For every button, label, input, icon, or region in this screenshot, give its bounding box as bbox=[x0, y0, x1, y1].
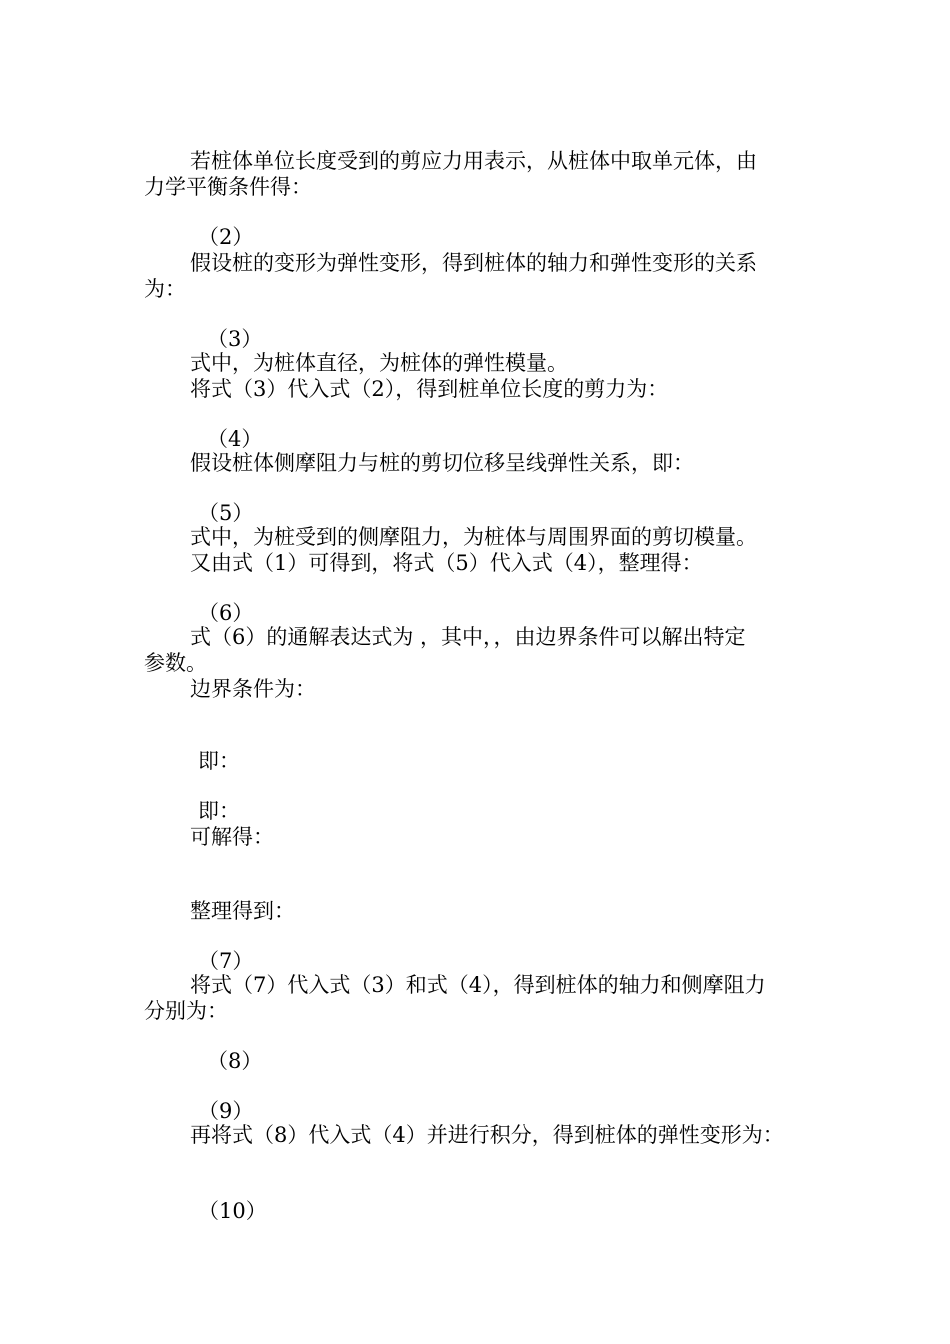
paragraph-line: 即： bbox=[198, 749, 240, 773]
paragraph-line: 将式（7）代入式（3）和式（4），得到桩体的轴力和侧摩阻力 bbox=[190, 973, 766, 997]
equation-number: （10） bbox=[198, 1199, 267, 1223]
paragraph-line: 若桩体单位长度受到的剪应力用表示，从桩体中取单元体，由 bbox=[190, 149, 757, 173]
equation-number: （8） bbox=[207, 1049, 263, 1073]
equation-number: （5） bbox=[198, 501, 254, 525]
paragraph-line: 整理得到： bbox=[190, 899, 295, 923]
paragraph-line: 再将式（8）代入式（4）并进行积分，得到桩体的弹性变形为： bbox=[190, 1123, 784, 1147]
equation-number: （3） bbox=[207, 327, 263, 351]
paragraph-line: 假设桩体侧摩阻力与桩的剪切位移呈线弹性关系，即： bbox=[190, 451, 694, 475]
equation-number: （7） bbox=[198, 949, 254, 973]
paragraph-line: 将式（3）代入式（2），得到桩单位长度的剪力为： bbox=[190, 377, 669, 401]
paragraph-line: 又由式（1）可得到，将式（5）代入式（4），整理得： bbox=[190, 551, 703, 575]
paragraph-line: 边界条件为： bbox=[190, 677, 316, 701]
paragraph-line: 分别为： bbox=[144, 999, 228, 1023]
paragraph-line: 可解得： bbox=[190, 825, 274, 849]
paragraph-line: 为： bbox=[144, 277, 186, 301]
paragraph-line: 参数。 bbox=[144, 651, 207, 675]
equation-number: （6） bbox=[198, 601, 254, 625]
paragraph-line: 式（6）的通解表达式为 ，其中，，由边界条件可以解出特定 bbox=[190, 625, 746, 649]
paragraph-line: 力学平衡条件得： bbox=[144, 175, 312, 199]
paragraph-line: 式中，为桩受到的侧摩阻力，为桩体与周围界面的剪切模量。 bbox=[190, 525, 757, 549]
equation-number: （4） bbox=[207, 427, 263, 451]
equation-number: （9） bbox=[198, 1099, 254, 1123]
paragraph-line: 假设桩的变形为弹性变形，得到桩体的轴力和弹性变形的关系 bbox=[190, 251, 757, 275]
equation-number: （2） bbox=[198, 225, 254, 249]
paragraph-line: 式中，为桩体直径，为桩体的弹性模量。 bbox=[190, 351, 568, 375]
paragraph-line: 即： bbox=[198, 799, 240, 823]
